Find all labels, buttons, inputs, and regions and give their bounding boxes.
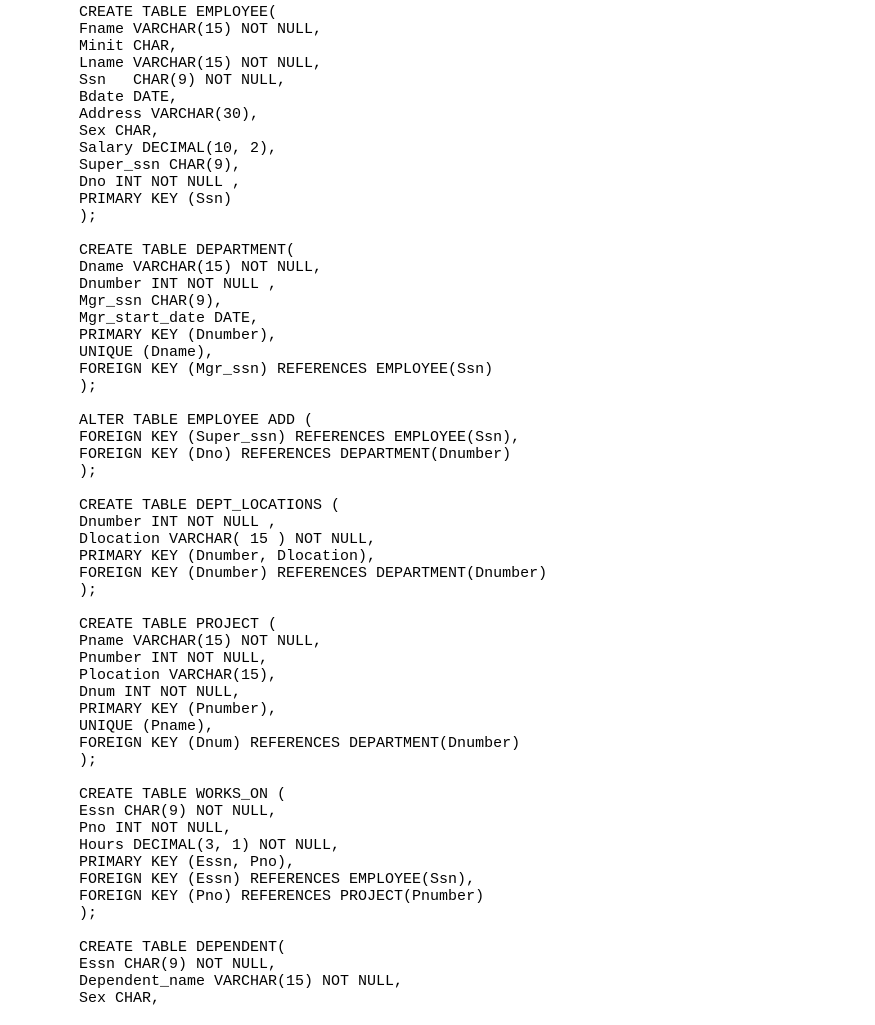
code-line: Pname VARCHAR(15) NOT NULL, (79, 633, 323, 650)
code-line: ); (79, 905, 98, 922)
code-line: Super_ssn CHAR(9), (79, 157, 242, 174)
code-line: Minit CHAR, (79, 38, 179, 55)
code-line: Mgr_ssn CHAR(9), (79, 293, 224, 310)
code-line: UNIQUE (Pname), (79, 718, 215, 735)
code-line: Essn CHAR(9) NOT NULL, (79, 803, 278, 820)
code-line: PRIMARY KEY (Dnumber), (79, 327, 278, 344)
code-line: Salary DECIMAL(10, 2), (79, 140, 278, 157)
code-line: Dependent_name VARCHAR(15) NOT NULL, (79, 973, 404, 990)
code-line: Pnumber INT NOT NULL, (79, 650, 269, 667)
code-line: Dname VARCHAR(15) NOT NULL, (79, 259, 323, 276)
code-line: CREATE TABLE DEPARTMENT( (79, 242, 296, 259)
code-line: Dnum INT NOT NULL, (79, 684, 242, 701)
code-line (79, 225, 547, 242)
code-line: Dno INT NOT NULL , (79, 174, 242, 191)
code-line: ); (79, 752, 98, 769)
code-line (79, 599, 547, 616)
code-line: Ssn CHAR(9) NOT NULL, (79, 72, 287, 89)
code-line: FOREIGN KEY (Super_ssn) REFERENCES EMPLOYEE(Ssn), (79, 429, 521, 446)
code-line: PRIMARY KEY (Pnumber), (79, 701, 278, 718)
code-line: FOREIGN KEY (Dnumber) REFERENCES DEPARTMENT(Dnumber) (79, 565, 548, 582)
code-line: FOREIGN KEY (Mgr_ssn) REFERENCES EMPLOYEE(Ssn) (79, 361, 494, 378)
code-line: ); (79, 208, 98, 225)
sql-code-listing (79, 4, 547, 1007)
code-line: ); (79, 463, 98, 480)
code-line: CREATE TABLE DEPENDENT( (79, 939, 287, 956)
code-line: UNIQUE (Dname), (79, 344, 215, 361)
code-line: FOREIGN KEY (Dnum) REFERENCES DEPARTMENT(Dnumber) (79, 735, 521, 752)
code-line: CREATE TABLE DEPT_LOCATIONS ( (79, 497, 341, 514)
code-line: Sex CHAR, (79, 990, 161, 1007)
code-line: ); (79, 378, 98, 395)
code-line: Pno INT NOT NULL, (79, 820, 233, 837)
code-line: Dlocation VARCHAR( 15 ) NOT NULL, (79, 531, 377, 548)
code-line: CREATE TABLE WORKS_ON ( (79, 786, 287, 803)
code-line: Hours DECIMAL(3, 1) NOT NULL, (79, 837, 341, 854)
code-line (79, 395, 547, 412)
code-line: CREATE TABLE EMPLOYEE( (79, 4, 278, 21)
code-line: Mgr_start_date DATE, (79, 310, 260, 327)
code-line: Dnumber INT NOT NULL , (79, 276, 278, 293)
code-line: Sex CHAR, (79, 123, 161, 140)
code-line: FOREIGN KEY (Pno) REFERENCES PROJECT(Pnumber) (79, 888, 485, 905)
code-line: FOREIGN KEY (Essn) REFERENCES EMPLOYEE(Ssn), (79, 871, 476, 888)
code-line: PRIMARY KEY (Essn, Pno), (79, 854, 296, 871)
code-line: Essn CHAR(9) NOT NULL, (79, 956, 278, 973)
code-line: Dnumber INT NOT NULL , (79, 514, 278, 531)
code-line: PRIMARY KEY (Ssn) (79, 191, 233, 208)
code-line: Bdate DATE, (79, 89, 179, 106)
code-line (79, 769, 547, 786)
code-line: Plocation VARCHAR(15), (79, 667, 278, 684)
code-line: Lname VARCHAR(15) NOT NULL, (79, 55, 323, 72)
code-line: CREATE TABLE PROJECT ( (79, 616, 278, 633)
code-line (79, 922, 547, 939)
code-line: PRIMARY KEY (Dnumber, Dlocation), (79, 548, 377, 565)
code-line: FOREIGN KEY (Dno) REFERENCES DEPARTMENT(Dnumber) (79, 446, 512, 463)
code-line: Address VARCHAR(30), (79, 106, 260, 123)
code-line: ALTER TABLE EMPLOYEE ADD ( (79, 412, 314, 429)
code-line (79, 480, 547, 497)
code-line: Fname VARCHAR(15) NOT NULL, (79, 21, 323, 38)
code-line: ); (79, 582, 98, 599)
